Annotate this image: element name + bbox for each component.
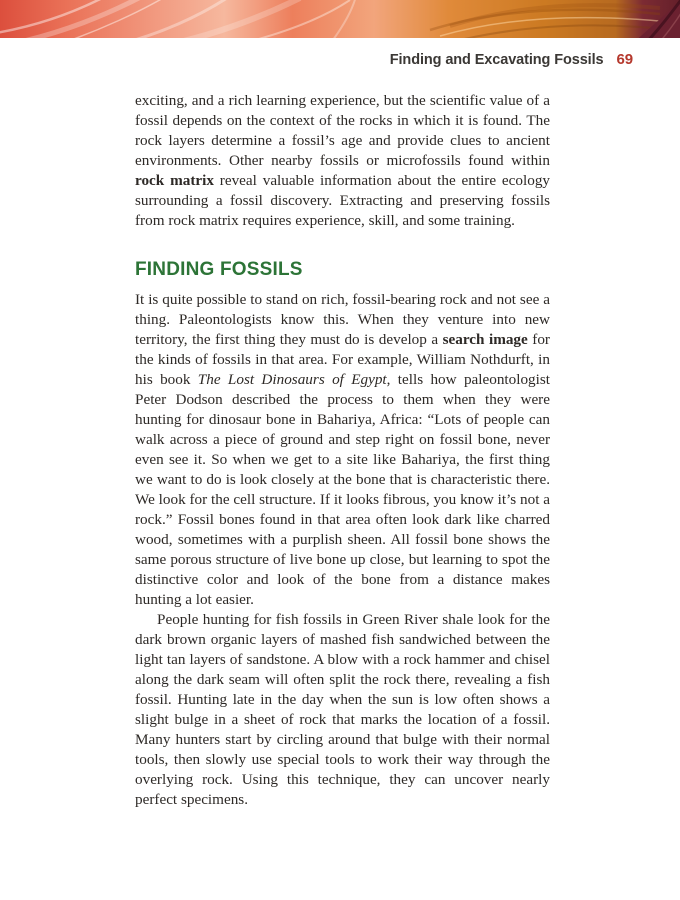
- body-paragraph: People hunting for fish fossils in Green River shale look for the dark brown organic layers of mashed fish sandwiched between the light tan layers of sandstone. A blow with a rock hammer and chisel along the dark seam will often split the rock there, revealing a fish fossil. Hunting late in the day when the sun is low often shows a slight bulge in a sheet of rock that marks the location of a fossil. Many hunters start by circling around that bulge with their normal tools, then slowly use special tools to work their way through the overlying rock. Using this technique, they can uncover nearly perfect specimens.: [135, 611, 550, 808]
- rock-texture-graphic: [0, 0, 680, 38]
- content-column: [135, 91, 550, 810]
- chapter-title: Finding and Excavating Fossils: [389, 52, 604, 68]
- header-texture-image: [0, 0, 680, 38]
- section-heading: FINDING FOSSILS: [135, 259, 303, 280]
- body-paragraph: It is quite possible to stand on rich, fossil-bearing rock and not see a thing. Paleontologists know this. When they venture into new territory, the first thing they must do is develop a search image for the kinds of fossils in that area. For example, William Nothdurft, in his book The Lost Dinosaurs of Egypt, tells how paleontologist Peter Dodson described the process to them when they were hunting for dinosaur bone in Bahariya, Africa: “Lots of people can walk across a piece of ground and step right on fossil bone, never even see it. So when we get to a site like Bahariya, the first thing we want to do is look closely at the bone that is characteristic there. We look for the cell structure. If it looks fibrous, you know it’s not a rock.” Fossil bones found in that area often look dark like charred wood, sometimes with a purplish sheen. All fossil bone shows the same porous structure of live bone up close, but learning to spot the distinctive color and look of the bone from a distance makes hunting a lot easier.: [135, 291, 550, 608]
- intro-paragraph: exciting, and a rich learning experience, but the scientific value of a fossil depends on the context of the rocks in which it is found. The rock layers determine a fossil’s age and provide clues to ancient environments. Other nearby fossils or microfossils found within rock matrix reveal valuable information about the entire ecology surrounding a fossil discovery. Extracting and preserving fossils from rock matrix requires experience, skill, and some training.: [135, 92, 551, 229]
- page-number: 69: [616, 51, 633, 68]
- running-head: [390, 51, 633, 68]
